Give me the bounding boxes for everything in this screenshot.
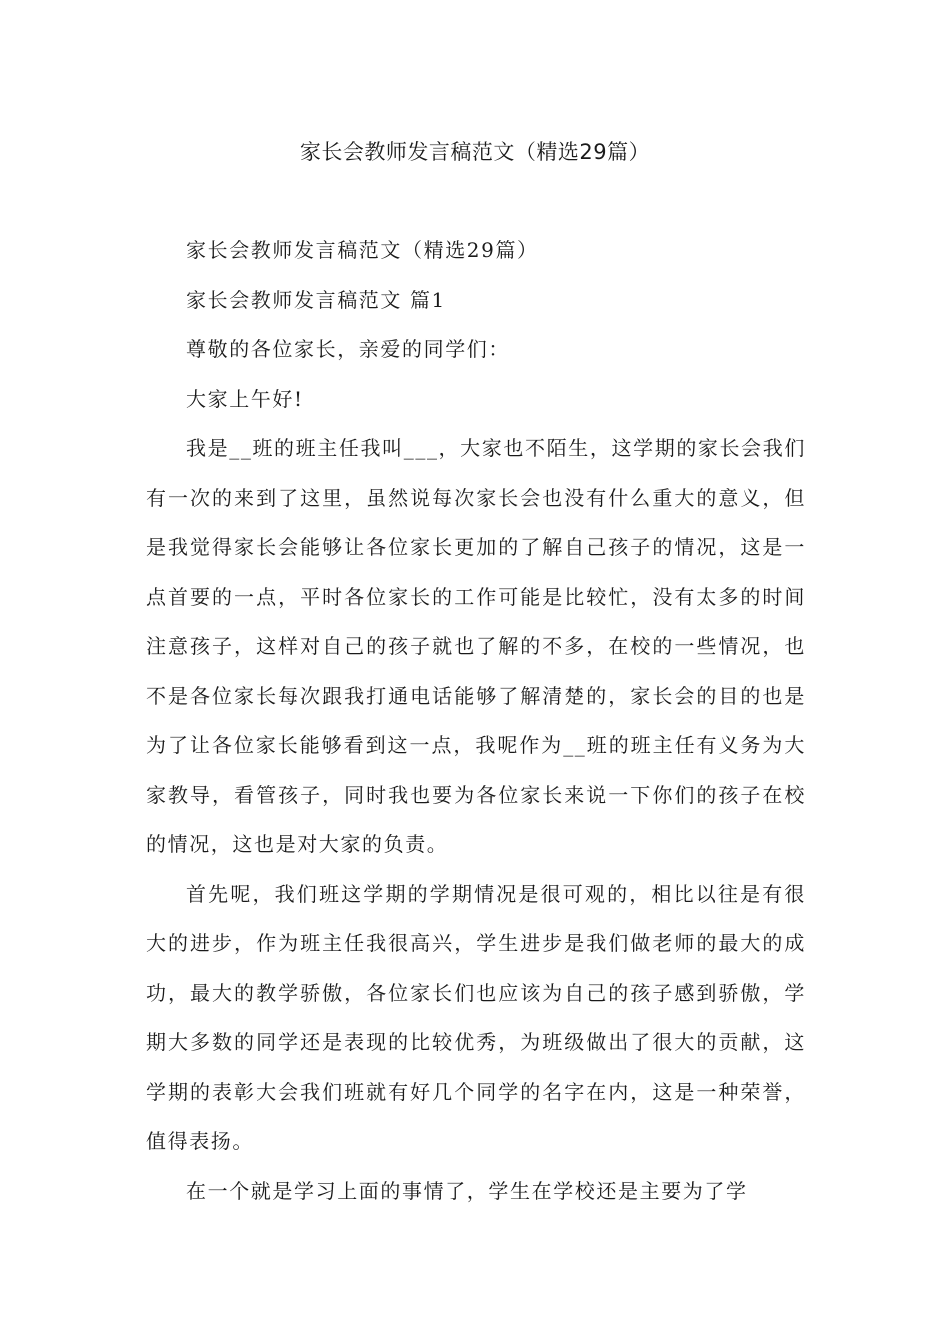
document-title: 家长会教师发言稿范文（精选29篇）: [299, 140, 651, 164]
document-body: [146, 226, 806, 1216]
body-paragraph-greeting: 大家上午好!: [186, 386, 304, 411]
body-paragraph-study: 在一个就是学习上面的事情了，学生在学校还是主要为了学: [186, 1178, 748, 1203]
body-paragraph-section-heading: 家长会教师发言稿范文 篇1: [186, 287, 446, 312]
body-paragraph-subtitle: 家长会教师发言稿范文（精选29篇）: [186, 238, 539, 262]
body-paragraph-salutation: 尊敬的各位家长，亲爱的同学们：: [186, 337, 510, 361]
body-paragraph-progress: 首先呢，我们班这学期的学期情况是很可观的，相比以往是有很大的进步，作为班主任我很高兴，学生进步是我们做老师的最大的成功，最大的教学骄傲，各位家长们也应该为自己的孩子感到骄傲，学期大多数的同学还是表现的比较优秀，为班级做出了很大的贡献，这学期的表彰大会我们班就有好几个同学的名字在内，这是一种荣誉，值得表扬。: [146, 881, 806, 1153]
body-paragraph-intro: 我是__班的班主任我叫___，大家也不陌生，这学期的家长会我们有一次的来到了这里，虽然说每次家长会也没有什么重大的意义，但是我觉得家长会能够让各位家长更加的了解自己孩子的情况，这是一点首要的一点，平时各位家长的工作可能是比较忙，没有太多的时间注意孩子，这样对自己的孩子就也了解的不多，在校的一些情况，也不是各位家长每次跟我打通电话能够了解清楚的，家长会的目的也是为了让各位家长能够看到这一点，我呢作为__班的班主任有义务为大家教导，看管孩子，同时我也要为各位家长来说一下你们的孩子在校的情况，这也是对大家的负责。: [146, 436, 806, 856]
